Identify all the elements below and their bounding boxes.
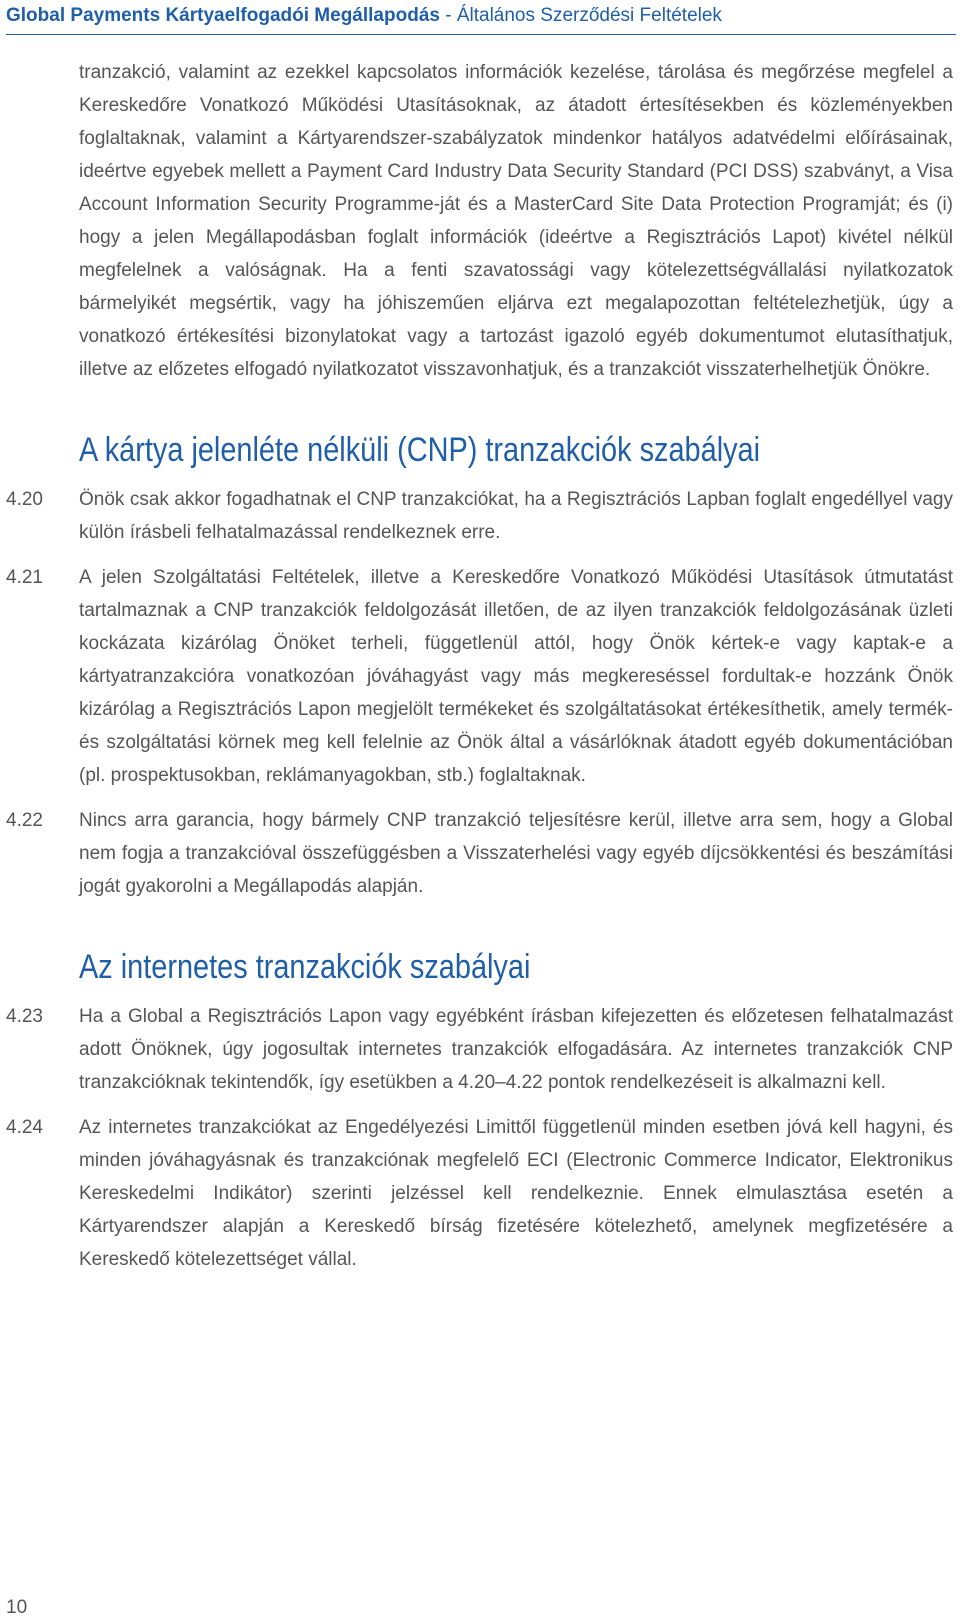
- clause-4-23: [0, 1000, 960, 1099]
- clause-number: 4.23: [6, 1006, 43, 1027]
- clause-number: 4.20: [6, 489, 43, 510]
- section-heading-cnp: A kártya jelenléte nélküli (CNP) tranzakciók szabályai: [79, 431, 761, 469]
- clause-number: 4.22: [6, 810, 43, 831]
- section-cnp: [0, 429, 960, 903]
- header-title-rest: - Általános Szerződési Feltételek: [439, 5, 722, 26]
- section-heading-internet: Az internetes tranzakciók szabályai: [79, 948, 531, 986]
- intro-paragraph: tranzakció, valamint az ezekkel kapcsolatos információk kezelése, tárolása és megőrzése megfelel a Kereskedőre Vonatkozó Működési Utasításoknak, az átadott értesítésekben és közleményekben foglaltaknak, valamint a Kártyarendszer-szabályzatok mindenkor hatályos adatvédelmi előírásainak, ideértve egyebek mellett a Payment Card Industry Data Security Standard (PCI DSS) szabványt, a Visa Account Information Security Programme-ját és a MasterCard Site Data Protection Programját; és (i) hogy a jelen Megállapodásban foglalt információk (ideértve a Regisztrációs Lapot) kivétel nélkül megfelelnek a valóságnak. Ha a fenti szavatossági vagy kötelezettségvállalási nyilatkozatok bármelyikét megsértik, vagy ha jóhiszeműen eljárva ezt megalapozottan feltételezhetjük, úgy a vonatkozó értékesítési bizonylatokat vagy a tartozást igazoló egyéb dokumentumot elutasíthatjuk, illetve az előzetes elfogadó nyilatkozatot visszavonhatjuk, és a tranzakciót visszaterhelhetjük Önökre.: [79, 62, 953, 380]
- document-body: [0, 56, 960, 1276]
- clause-4-20: [0, 483, 960, 549]
- clause-text: Nincs arra garancia, hogy bármely CNP tranzakció teljesítésre kerül, illetve arra sem, hogy a Global nem fogja a tranzakcióval összefüggésben a Visszaterhelési vagy egyéb díjcsökkentési és beszámítási jogát gyakorolni a Megállapodás alapján.: [79, 810, 953, 897]
- clause-text: Önök csak akkor fogadhatnak el CNP tranzakciókat, ha a Regisztrációs Lapban foglalt engedéllyel vagy külön írásbeli felhatalmazással rendelkeznek erre.: [79, 489, 953, 543]
- clause-4-22: [0, 804, 960, 903]
- clause-number: 4.21: [6, 567, 43, 588]
- page-number: 10: [6, 1597, 28, 1618]
- clause-text: Az internetes tranzakciókat az Engedélyezési Limittől függetlenül minden esetben jóvá kell hagyni, és minden jóváhagyásnak és tranzakciónak megfelelő ECI (Electronic Commerce Indicator, Elektronikus Kereskedelmi Indikátor) szerinti jelzéssel kell rendelkeznie. Ennek elmulasztása esetén a Kártyarendszer alapján a Kereskedő bírság fizetésére kötelezhető, amelynek megfizetésére a Kereskedő kötelezettséget vállal.: [79, 1117, 953, 1270]
- header-title-bold: Global Payments Kártyaelfogadói Megállapodás: [6, 5, 440, 26]
- clause-number: 4.24: [6, 1117, 43, 1138]
- running-header: [6, 4, 956, 35]
- clause-text: A jelen Szolgáltatási Feltételek, illetve a Kereskedőre Vonatkozó Működési Utasítások útmutatást tartalmaznak a CNP tranzakciók feldolgozását illetően, de az ilyen tranzakciók feldolgozásának üzleti kockázata kizárólag Önöket terheli, függetlenül attól, hogy Önök kértek-e vagy kaptak-e a kártyatranzakcióra vonatkozóan jóváhagyást vagy más megkereséssel fordultak-e hozzánk Önök kizárólag a Regisztrációs Lapon megjelölt termékeket és szolgáltatásokat értékesíthetik, amely termék- és szolgáltatási körnek meg kell felelnie az Önök által a vásárlóknak átadott egyéb dokumentációban (pl. prospektusokban, reklámanyagokban, stb.) foglaltaknak.: [79, 567, 953, 786]
- clause-4-24: [0, 1111, 960, 1276]
- clause-4-21: [0, 561, 960, 792]
- clause-text: Ha a Global a Regisztrációs Lapon vagy egyébként írásban kifejezetten és előzetesen felhatalmazást adott Önöknek, úgy jogosultak internetes tranzakciók elfogadására. Az internetes tranzakciók CNP tranzakcióknak tekintendők, így esetükben a 4.20–4.22 pontok rendelkezéseit is alkalmazni kell.: [79, 1006, 953, 1093]
- section-internet: [0, 946, 960, 1276]
